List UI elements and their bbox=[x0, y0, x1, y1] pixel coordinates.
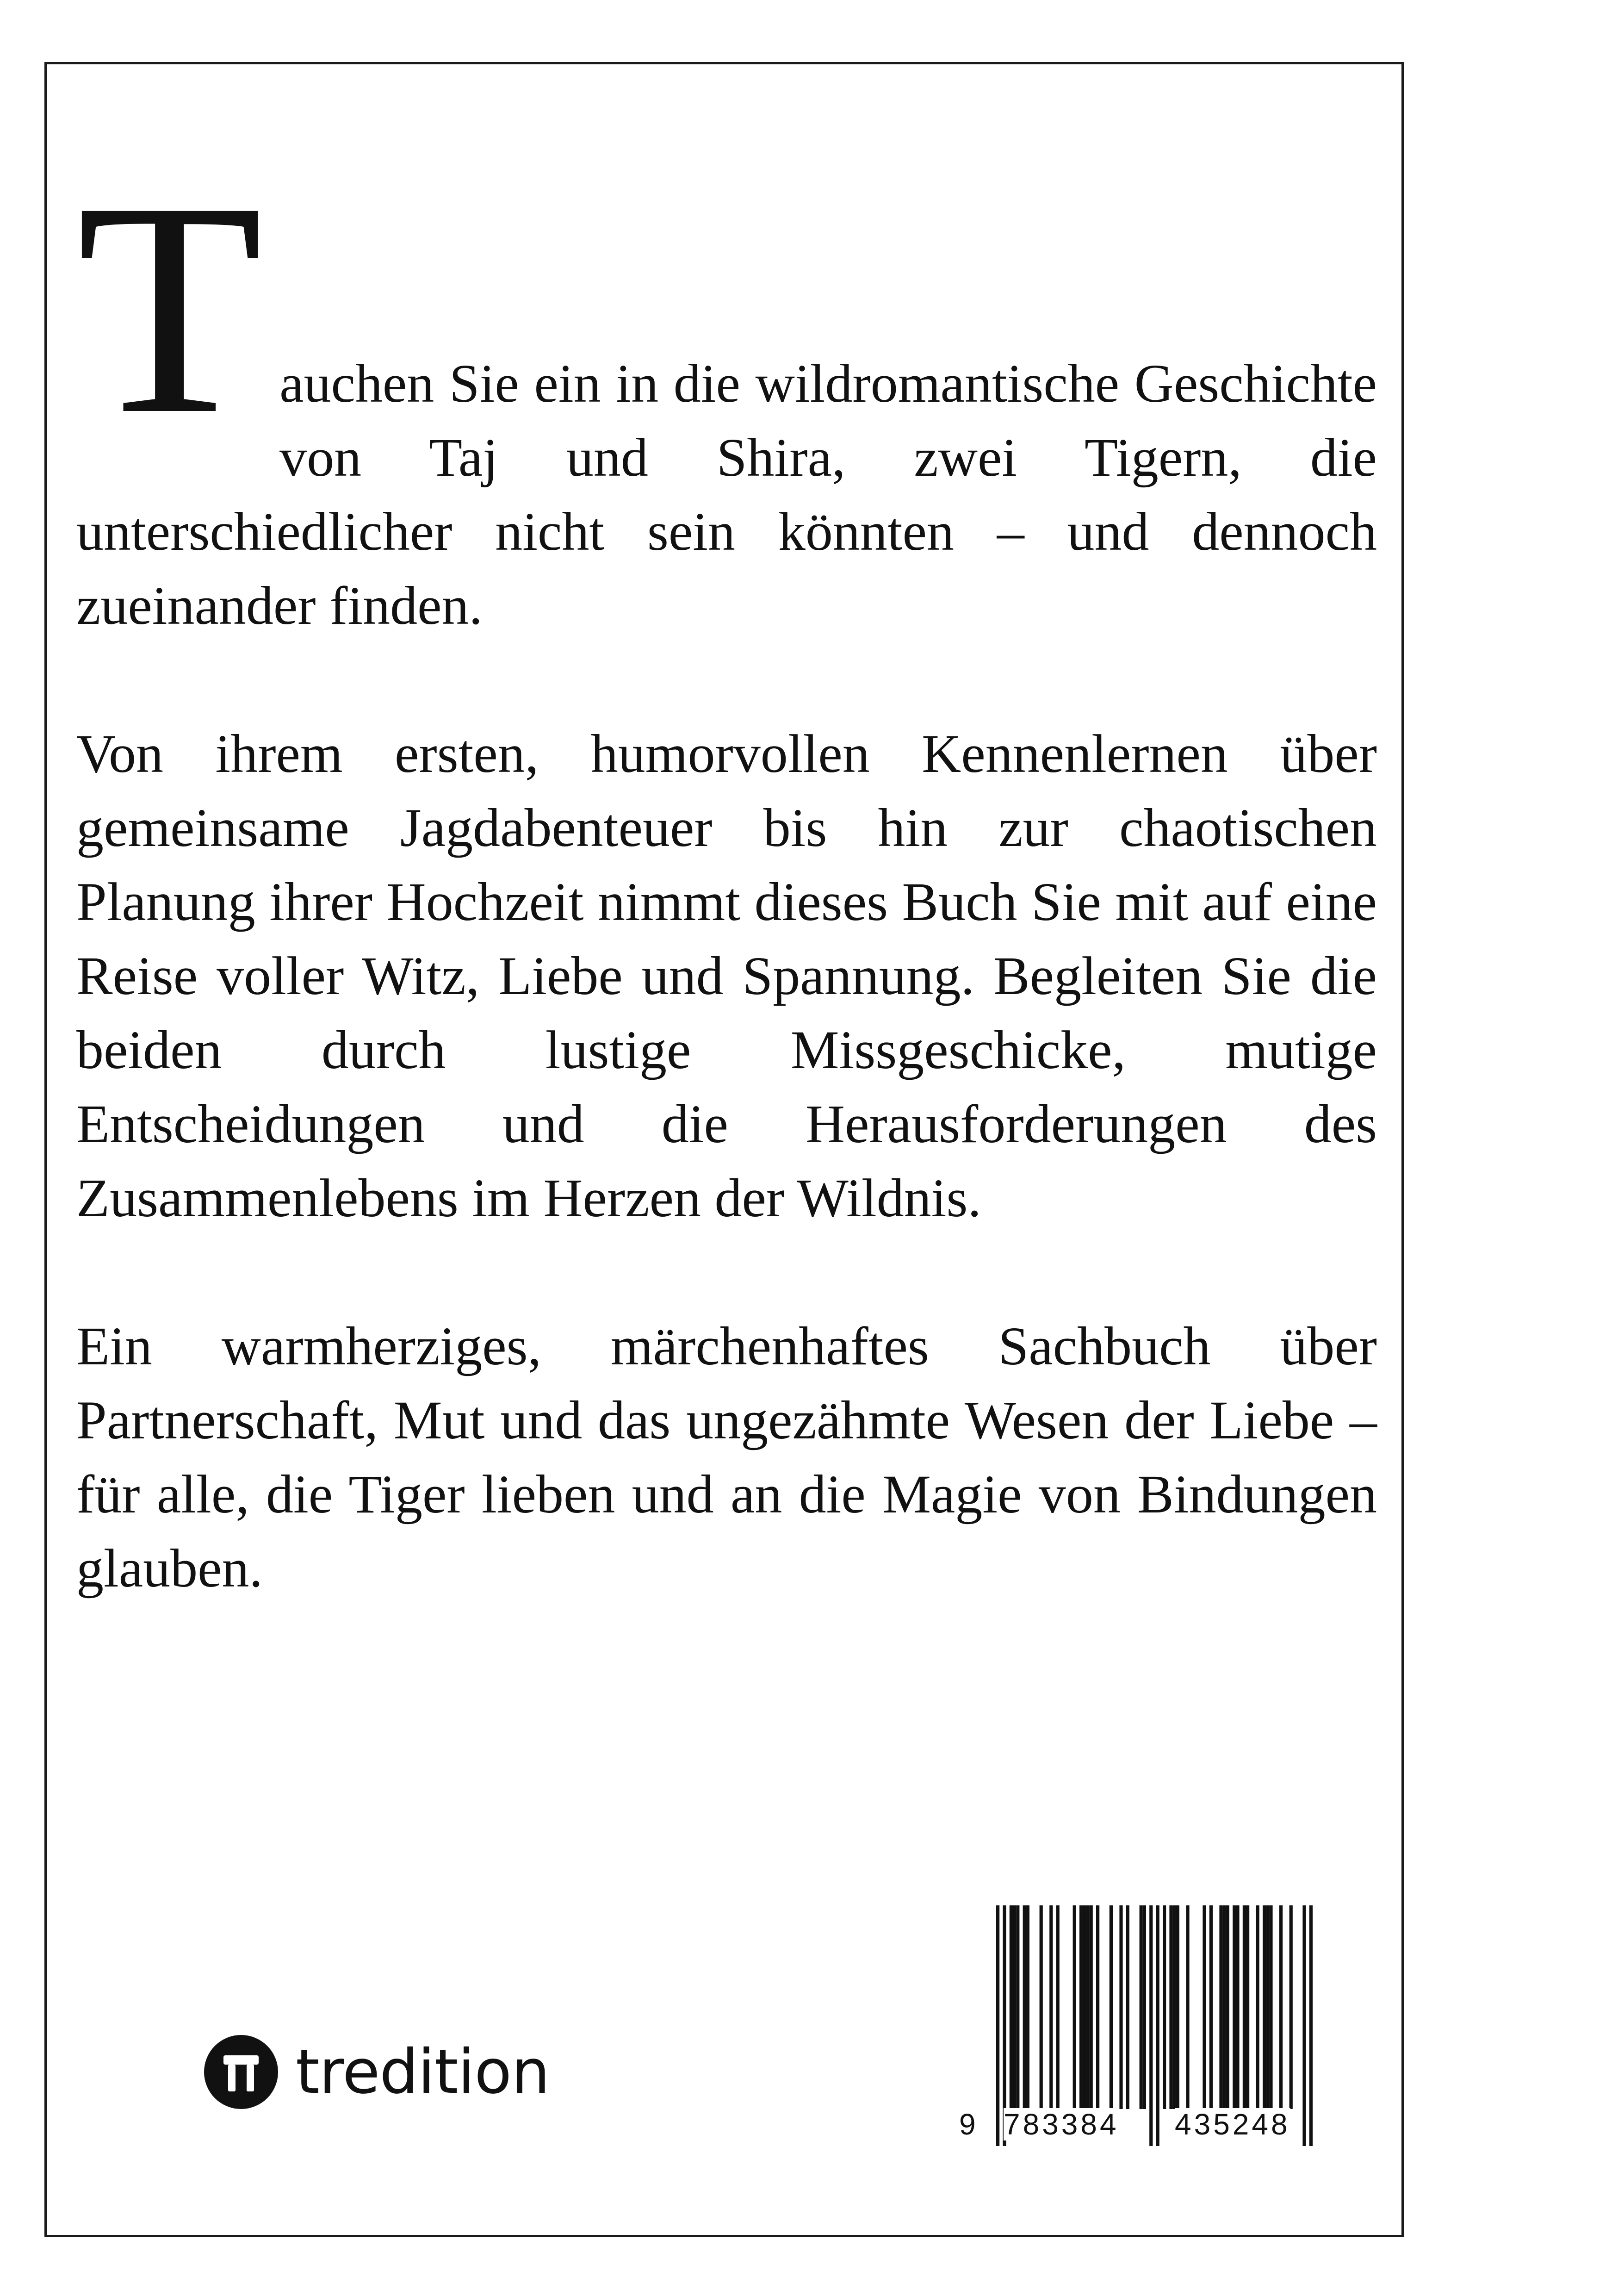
blurb-paragraph-1 bbox=[76, 139, 1377, 643]
barcode-bar bbox=[1163, 1905, 1166, 2109]
barcode-bar bbox=[1026, 1905, 1029, 2109]
barcode-bar bbox=[1110, 1905, 1113, 2109]
publisher-logo bbox=[204, 2035, 550, 2109]
barcode-bar bbox=[1246, 1905, 1249, 2109]
barcode-bar bbox=[1096, 1905, 1099, 2109]
barcode-bar bbox=[1289, 1905, 1293, 2109]
barcode-bar bbox=[1223, 1905, 1226, 2109]
barcode-bar bbox=[1173, 1905, 1176, 2109]
barcode-bar bbox=[1203, 1905, 1206, 2109]
barcode-bar bbox=[1010, 1905, 1013, 2109]
barcode-bar bbox=[1243, 1905, 1246, 2109]
barcode-digits bbox=[959, 2100, 1348, 2146]
barcode-digit-first: 9 bbox=[959, 2108, 976, 2141]
blurb-paragraph-1-text: auchen Sie ein in die wildromantische Geschichte von Taj und Shira, zwei Tigern, die unterschiedlicher nicht sein könnten – und dennoch zueinander finden. bbox=[76, 353, 1377, 636]
barcode-digits-right: 435248 bbox=[1175, 2108, 1290, 2141]
barcode-bar bbox=[1126, 1905, 1129, 2109]
barcode-bar bbox=[1083, 1905, 1086, 2109]
barcode-bar bbox=[1279, 1905, 1283, 2109]
drop-cap-spacer bbox=[76, 162, 1377, 347]
tredition-logo-icon bbox=[204, 2035, 278, 2109]
barcode-bar bbox=[1186, 1905, 1189, 2109]
publisher-name: tredition bbox=[296, 2036, 550, 2108]
barcode-bar bbox=[1013, 1905, 1016, 2109]
barcode-bar bbox=[1086, 1905, 1089, 2109]
barcode-bar bbox=[1140, 1905, 1143, 2109]
barcode-bar bbox=[1236, 1905, 1239, 2109]
barcode-bar bbox=[1073, 1905, 1076, 2109]
barcode-bar bbox=[1056, 1905, 1060, 2109]
back-cover-frame bbox=[44, 62, 1404, 2237]
barcode-bar bbox=[1169, 1905, 1172, 2109]
barcode-bar bbox=[1079, 1905, 1083, 2109]
barcode-bar bbox=[1016, 1905, 1019, 2109]
barcode-bar bbox=[1233, 1905, 1236, 2109]
barcode-bar bbox=[1049, 1905, 1053, 2109]
barcode-bar bbox=[1023, 1905, 1026, 2109]
barcode-bar bbox=[1040, 1905, 1043, 2109]
barcode-bar bbox=[1176, 1905, 1179, 2109]
barcode-bar bbox=[1256, 1905, 1259, 2109]
barcode-bar bbox=[1219, 1905, 1222, 2109]
barcode-bar bbox=[1143, 1905, 1146, 2109]
barcode-bar bbox=[1090, 1905, 1093, 2109]
barcode-bar bbox=[1269, 1905, 1272, 2109]
barcode-bar bbox=[1263, 1905, 1266, 2109]
barcode-bar bbox=[1119, 1905, 1122, 2109]
blurb-paragraph-3: Ein warmherziges, märchenhaftes Sachbuch über Partnerschaft, Mut und das ungezähmte Wesen der Liebe – für alle, die Tiger lieben und an die Magie von Bindungen glauben. bbox=[76, 1316, 1377, 1599]
barcode-bar bbox=[1226, 1905, 1229, 2109]
drop-cap: T bbox=[76, 139, 263, 477]
blurb-paragraph-2: Von ihrem ersten, humorvollen Kennenlernen über gemeinsame Jagdabenteuer bis hin zur chaotischen Planung ihrer Hochzeit nimmt dieses Buch Sie mit auf eine Reise voller Witz, Liebe und Spannung. Begleiten Sie die beiden durch lustige Missgeschicke, mutige Entscheidungen und die Herausforderungen des Zusammenlebens im Herzen der Wildnis. bbox=[76, 723, 1377, 1228]
barcode-digits-left: 783384 bbox=[1004, 2108, 1119, 2141]
isbn-barcode bbox=[959, 1905, 1348, 2146]
blurb-text bbox=[76, 139, 1377, 1680]
barcode-bar bbox=[1209, 1905, 1213, 2109]
barcode-bar bbox=[1266, 1905, 1269, 2109]
